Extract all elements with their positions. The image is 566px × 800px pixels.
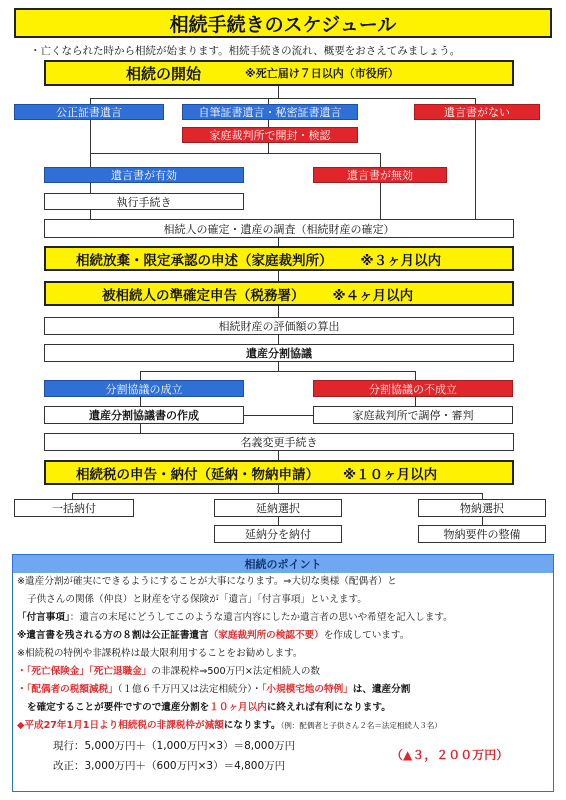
point-line-8 <box>27 702 391 714</box>
step-renounce-note: ※３ヶ月以内 <box>360 252 442 269</box>
page-title <box>14 8 552 38</box>
pay-deferred-pay-box: 延納分を納付 <box>214 525 342 543</box>
connector <box>415 397 416 406</box>
will-notarial: 公正証書遺言 <box>14 104 164 120</box>
connector <box>90 153 380 154</box>
court-open: 家庭裁判所で開封・検認 <box>182 127 358 143</box>
point-line-8-c: に終えれば有利になります。 <box>266 702 391 713</box>
execution-box: 執行手続き <box>44 193 244 210</box>
disagree-box: 分割協議の不成立 <box>313 380 513 397</box>
point-line-7 <box>17 684 410 696</box>
points-panel <box>12 554 554 792</box>
heirs-confirm-box: 相続人の確定・遺産の調査（相続財産の確定） <box>44 219 514 238</box>
step-tax-label: 相続税の申告・納付（延納・物納申請） <box>76 466 319 483</box>
pay-kind-prep-box: 物納要件の整備 <box>418 525 546 543</box>
connector <box>278 485 279 493</box>
step-quasi-label: 被相続人の準確定申告（税務署） <box>102 287 305 304</box>
connector <box>90 210 91 219</box>
point-line-7-d: は、遺産分割 <box>352 684 411 695</box>
agreement-doc-box: 遺産分割協議書の作成 <box>44 406 244 424</box>
connector <box>278 86 279 98</box>
point-line-3 <box>17 612 453 624</box>
point-line-2: 子供さんの関係（仲良）と財産を守る保険が「遺言」「付言事項」といえます。 <box>27 594 367 605</box>
step-quasi <box>44 281 514 306</box>
step-start <box>44 60 514 86</box>
pay-kind-box: 物納選択 <box>418 499 546 517</box>
point-line-4-c: を作成しています。 <box>323 630 410 641</box>
connector <box>268 143 269 153</box>
point-line-4-b: （家庭裁判所の検認不要） <box>208 630 324 641</box>
connector <box>268 120 269 127</box>
connector <box>482 517 483 525</box>
point-line-3-term: 「付言事項」 <box>17 612 70 623</box>
valuation-box: 相続財産の評価額の算出 <box>44 317 514 335</box>
connector <box>278 271 279 281</box>
connector <box>72 493 482 494</box>
step-renounce-label: 相続放棄・限定承認の申述（家庭裁判所） <box>76 252 333 269</box>
point-line-10: 現行：5,000万円＋（1,000万円×3）＝8,000万円 <box>53 740 296 752</box>
connector <box>380 183 381 219</box>
step-quasi-note: ※４ヶ月以内 <box>332 287 414 304</box>
connector <box>380 153 381 167</box>
point-line-6-b: の非課税枠⇒500万円×法定相続人の数 <box>151 666 321 677</box>
point-line-3-text: ：遺言の末尾にどうしてこのような遺言内容にしたか遺言者の思いや希望を記入します。 <box>69 612 453 623</box>
point-line-6 <box>17 666 320 678</box>
connector <box>278 451 279 460</box>
point-line-7-a: ・「配偶者の税額減税」 <box>17 684 118 695</box>
point-line-1: ※遺産分割が確実にできるようにすることが大事になります。⇒大切な奥様（配偶者）と <box>17 576 397 587</box>
connector <box>278 306 279 317</box>
step-tax-note: ※１０ヶ月以内 <box>343 466 438 483</box>
division-box: 遺産分割協議 <box>44 344 514 362</box>
step-renounce <box>44 246 514 271</box>
reduction-amount: （▲３，２００万円） <box>391 748 509 762</box>
step-start-label: 相続の開始 <box>126 64 202 83</box>
point-line-7-c: 「小規模宅地の特例」 <box>261 684 353 695</box>
connector <box>278 238 279 246</box>
pay-lump-box: 一括納付 <box>14 499 134 517</box>
pay-deferred-box: 延納選択 <box>214 499 342 517</box>
connector <box>415 371 416 380</box>
connector <box>140 371 141 380</box>
connector <box>90 183 91 193</box>
connector <box>140 397 141 406</box>
connector <box>244 415 313 416</box>
point-line-9-a: ◆平成27年1月1日より相続税の非課税枠が減額 <box>17 720 224 731</box>
step-tax <box>44 460 514 485</box>
point-line-11: 改正：3,000万円＋（600万円×3）＝4,800万円 <box>53 760 286 772</box>
point-line-4-a: ※遺言書を残される方の８割は公正証書遺言 <box>17 630 209 641</box>
points-header: 相続のポイント <box>13 555 553 573</box>
connector <box>90 98 475 99</box>
connector <box>278 335 279 344</box>
connector <box>140 424 141 433</box>
will-holographic: 自筆証書遺言・秘密証書遺言 <box>182 104 358 120</box>
point-line-9 <box>17 720 442 732</box>
mediation-box: 家庭裁判所で調停・審判 <box>313 406 513 424</box>
page-title-text: 相続手続きのスケジュール <box>169 13 397 36</box>
point-line-7-b: （１億６千万円又は法定相続分）・ <box>117 684 262 695</box>
point-line-9-c: （例：配偶者と子供さん２名＝法定相続人３名） <box>280 721 442 730</box>
will-valid: 遺言書が有効 <box>44 167 244 183</box>
connector <box>140 371 415 372</box>
point-line-4 <box>17 630 409 642</box>
connector <box>278 362 279 371</box>
will-invalid: 遺言書が無効 <box>313 167 447 183</box>
connector <box>475 120 476 219</box>
transfer-box: 名義変更手続き <box>44 433 514 451</box>
step-start-note: ※死亡届け７日以内（市役所） <box>245 67 399 80</box>
will-none: 遺言書がない <box>414 104 540 120</box>
point-line-8-a: を確定することが要件ですので遺産分割を <box>27 702 210 713</box>
intro-text: ・亡くなられた時から相続が始まります。相続手続きの流れ、概要をおさえてみましょう。 <box>30 45 461 57</box>
agree-box: 分割協議の成立 <box>44 380 244 397</box>
point-line-9-b: になります。 <box>223 720 281 731</box>
point-line-8-b: １０ヶ月以内 <box>209 702 267 713</box>
connector <box>278 517 279 525</box>
point-line-6-a: ・「死亡保険金」「死亡退職金」 <box>17 666 152 677</box>
point-line-5: ※相続税の特例や非課税枠は最大限利用することをお勧めします。 <box>17 648 303 659</box>
connector <box>90 120 91 167</box>
